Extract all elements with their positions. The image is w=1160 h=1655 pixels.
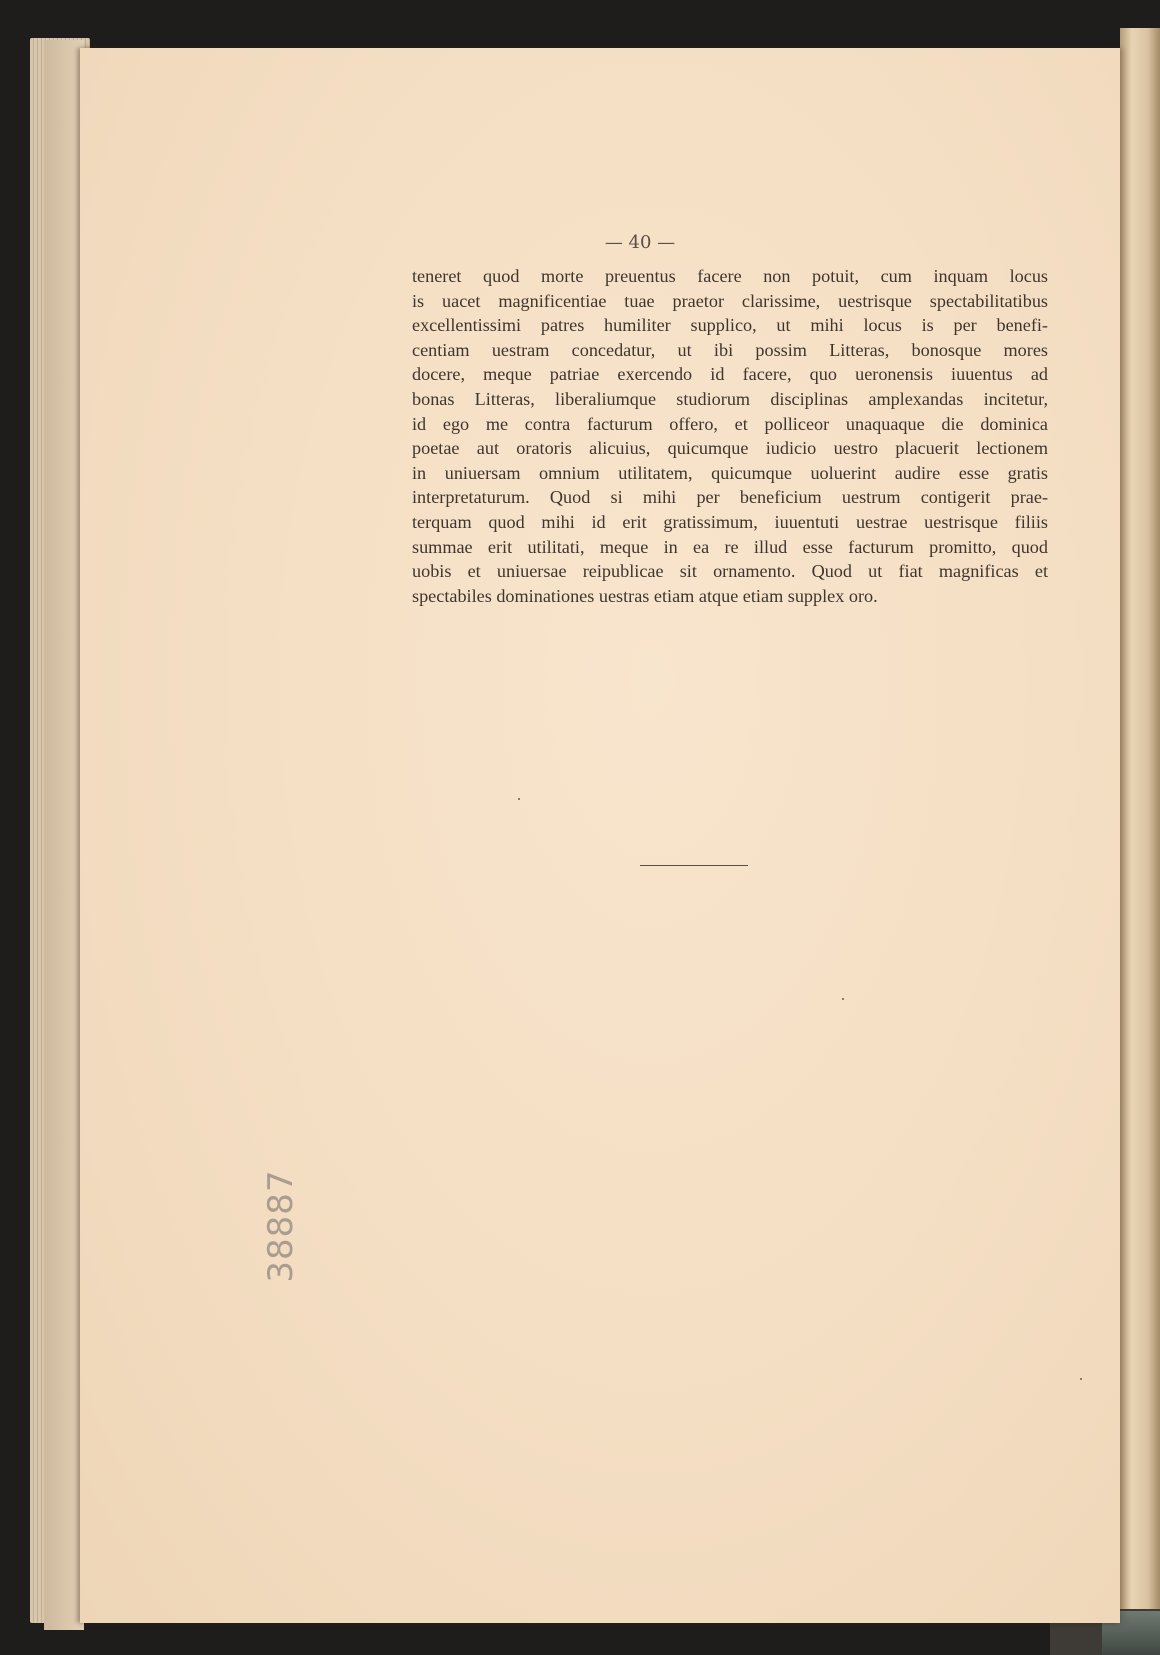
facing-page-edge (1120, 28, 1160, 1628)
text-line: poetae aut oratoris alicuius, quicumque iudicio uestro placuerit lectionem (412, 438, 1048, 459)
page-number: — 40 — (604, 232, 676, 253)
book-page (80, 48, 1120, 1623)
page-stack-edge (44, 40, 84, 1630)
library-stamp (256, 1166, 306, 1286)
text-line: is uacet magnificentiae tuae praetor clarissime, uestrisque spectabilitatibus (412, 290, 1048, 311)
paper-speck (842, 998, 844, 1000)
text-line: terquam quod mihi id erit gratissimum, iuuentuti uestrae uestrisque filiis (412, 511, 1048, 532)
stamp-number: 38887 (261, 1169, 301, 1283)
text-line: bonas Litteras, liberaliumque studiorum disciplinas amplexandas incitetur, (412, 388, 1048, 409)
text-line: uobis et uniuersae reipublicae sit ornamento. Quod ut fiat magnificas et (412, 561, 1048, 582)
paper-speck (1080, 1378, 1082, 1380)
end-rule (640, 865, 748, 866)
text-line: summae erit utilitati, meque in ea re illud esse facturum promitto, quod (412, 536, 1048, 557)
text-line: excellentissimi patres humiliter supplico, ut mihi locus is per benefi- (412, 315, 1048, 336)
text-line: spectabiles dominationes uestras etiam atque etiam supplex oro. (412, 585, 878, 606)
text-line: id ego me contra facturum offero, et polliceor unaquaque die dominica (412, 413, 1048, 434)
text-line: docere, meque patriae exercendo id facere, quo ueronensis iuuentus ad (412, 364, 1048, 385)
text-line: interpretaturum. Quod si mihi per beneficium uestrum contigerit prae- (412, 487, 1048, 508)
body-paragraph (412, 264, 1048, 608)
paper-speck (518, 798, 520, 800)
text-line: centiam uestram concedatur, ut ibi possim Litteras, bonosque mores (412, 339, 1048, 360)
text-line: in uniuersam omnium utilitatem, quicumque uoluerint audire esse gratis (412, 462, 1048, 483)
text-line: teneret quod morte preuentus facere non potuit, cum inquam locus (412, 266, 1048, 286)
